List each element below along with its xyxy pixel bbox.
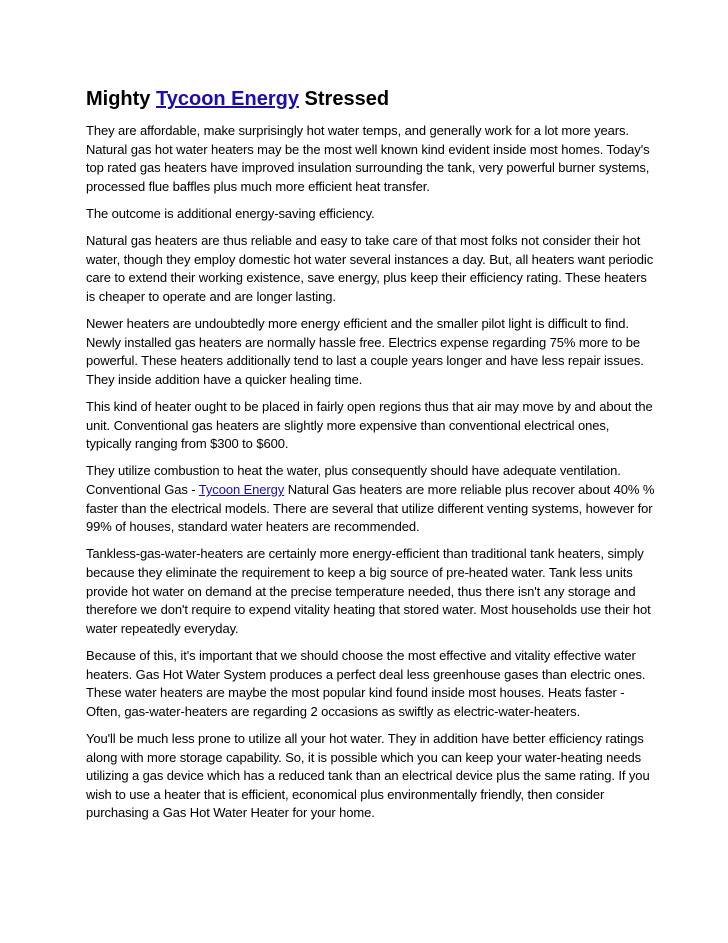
tycoon-energy-link[interactable]: Tycoon Energy: [198, 482, 285, 498]
document-page: [86, 86, 656, 832]
paragraph-5: This kind of heater ought to be placed in fairly open regions thus that air may move by and about the unit. Conventional gas heaters are slightly more expensive than conventional electrical ones, typically ranging from $300 to $600.: [86, 399, 653, 452]
title-link[interactable]: Tycoon Energy: [156, 88, 299, 110]
paragraph-8: Because of this, it's important that we should choose the most effective and vitality effective water heaters. Gas Hot Water System produces a perfect deal less greenhouse gases than electric ones. These water heaters are maybe the most popular kind found inside most houses. Heats faster - Often, gas-water-heaters are regarding 2 occasions as swiftly as electric-water-heaters.: [86, 648, 646, 719]
paragraph-3: Natural gas heaters are thus reliable and easy to take care of that most folks not consider their hot water, though they employ domestic hot water several instances a day. But, all heaters want periodic care to extend their working existence, save energy, plus keep their efficiency rating. These heaters is cheaper to operate and are longer lasting.: [86, 233, 654, 304]
paragraph-4: Newer heaters are undoubtedly more energy efficient and the smaller pilot light is difficult to find. Newly installed gas heaters are normally hassle free. Electrics expense regarding 75% more to be powerful. These heaters additionally tend to last a couple years longer and have less repair issues. They inside addition have a quicker healing time.: [86, 316, 644, 387]
paragraph-6-text-end: Natural Gas heaters are more reliable plus recover about 40% % faster than the electrical models. There are several that utilize different venting systems, however for 99% of houses, standard water heaters are recommended.: [86, 482, 655, 535]
paragraph-2: The outcome is additional energy-saving efficiency.: [86, 205, 375, 221]
paragraph-6: [86, 462, 656, 536]
title-suffix: Stressed: [299, 88, 390, 110]
paragraph-6-text-start: They utilize combustion to heat the water, plus consequently should have adequate ventilation. Conventional Gas -: [86, 463, 621, 498]
paragraph-9: You'll be much less prone to utilize all your hot water. They in addition have better efficiency ratings along with more storage capability. So, it is possible which you can keep your water-heating needs utilizing a gas device which has a reduced tank than an electrical device plus the same rating. If you wish to use a heater that is efficient, economical plus environmentally friendly, then consider purchasing a Gas Hot Water Heater for your home.: [86, 730, 650, 821]
paragraph-1: They are affordable, make surprisingly hot water temps, and generally work for a lot more years. Natural gas hot water heaters may be the most well known kind evident inside most homes. Today's top rated gas heaters have improved insulation surrounding the tank, very powerful burner systems, processed flue baffles plus much more efficient heat transfer.: [86, 123, 650, 194]
paragraph-7: Tankless-gas-water-heaters are certainly more energy-efficient than traditional tank heaters, simply because they eliminate the requirement to keep a big source of pre-heated water. Tank less units provide hot water on demand at the precise temperature needed, thus there isn't any storage and therefore we don't require to expend vitality heating that stored water. Most households use their hot water repeatedly everyday.: [86, 546, 651, 636]
title-prefix: Mighty: [86, 88, 156, 110]
page-title: [86, 86, 656, 112]
